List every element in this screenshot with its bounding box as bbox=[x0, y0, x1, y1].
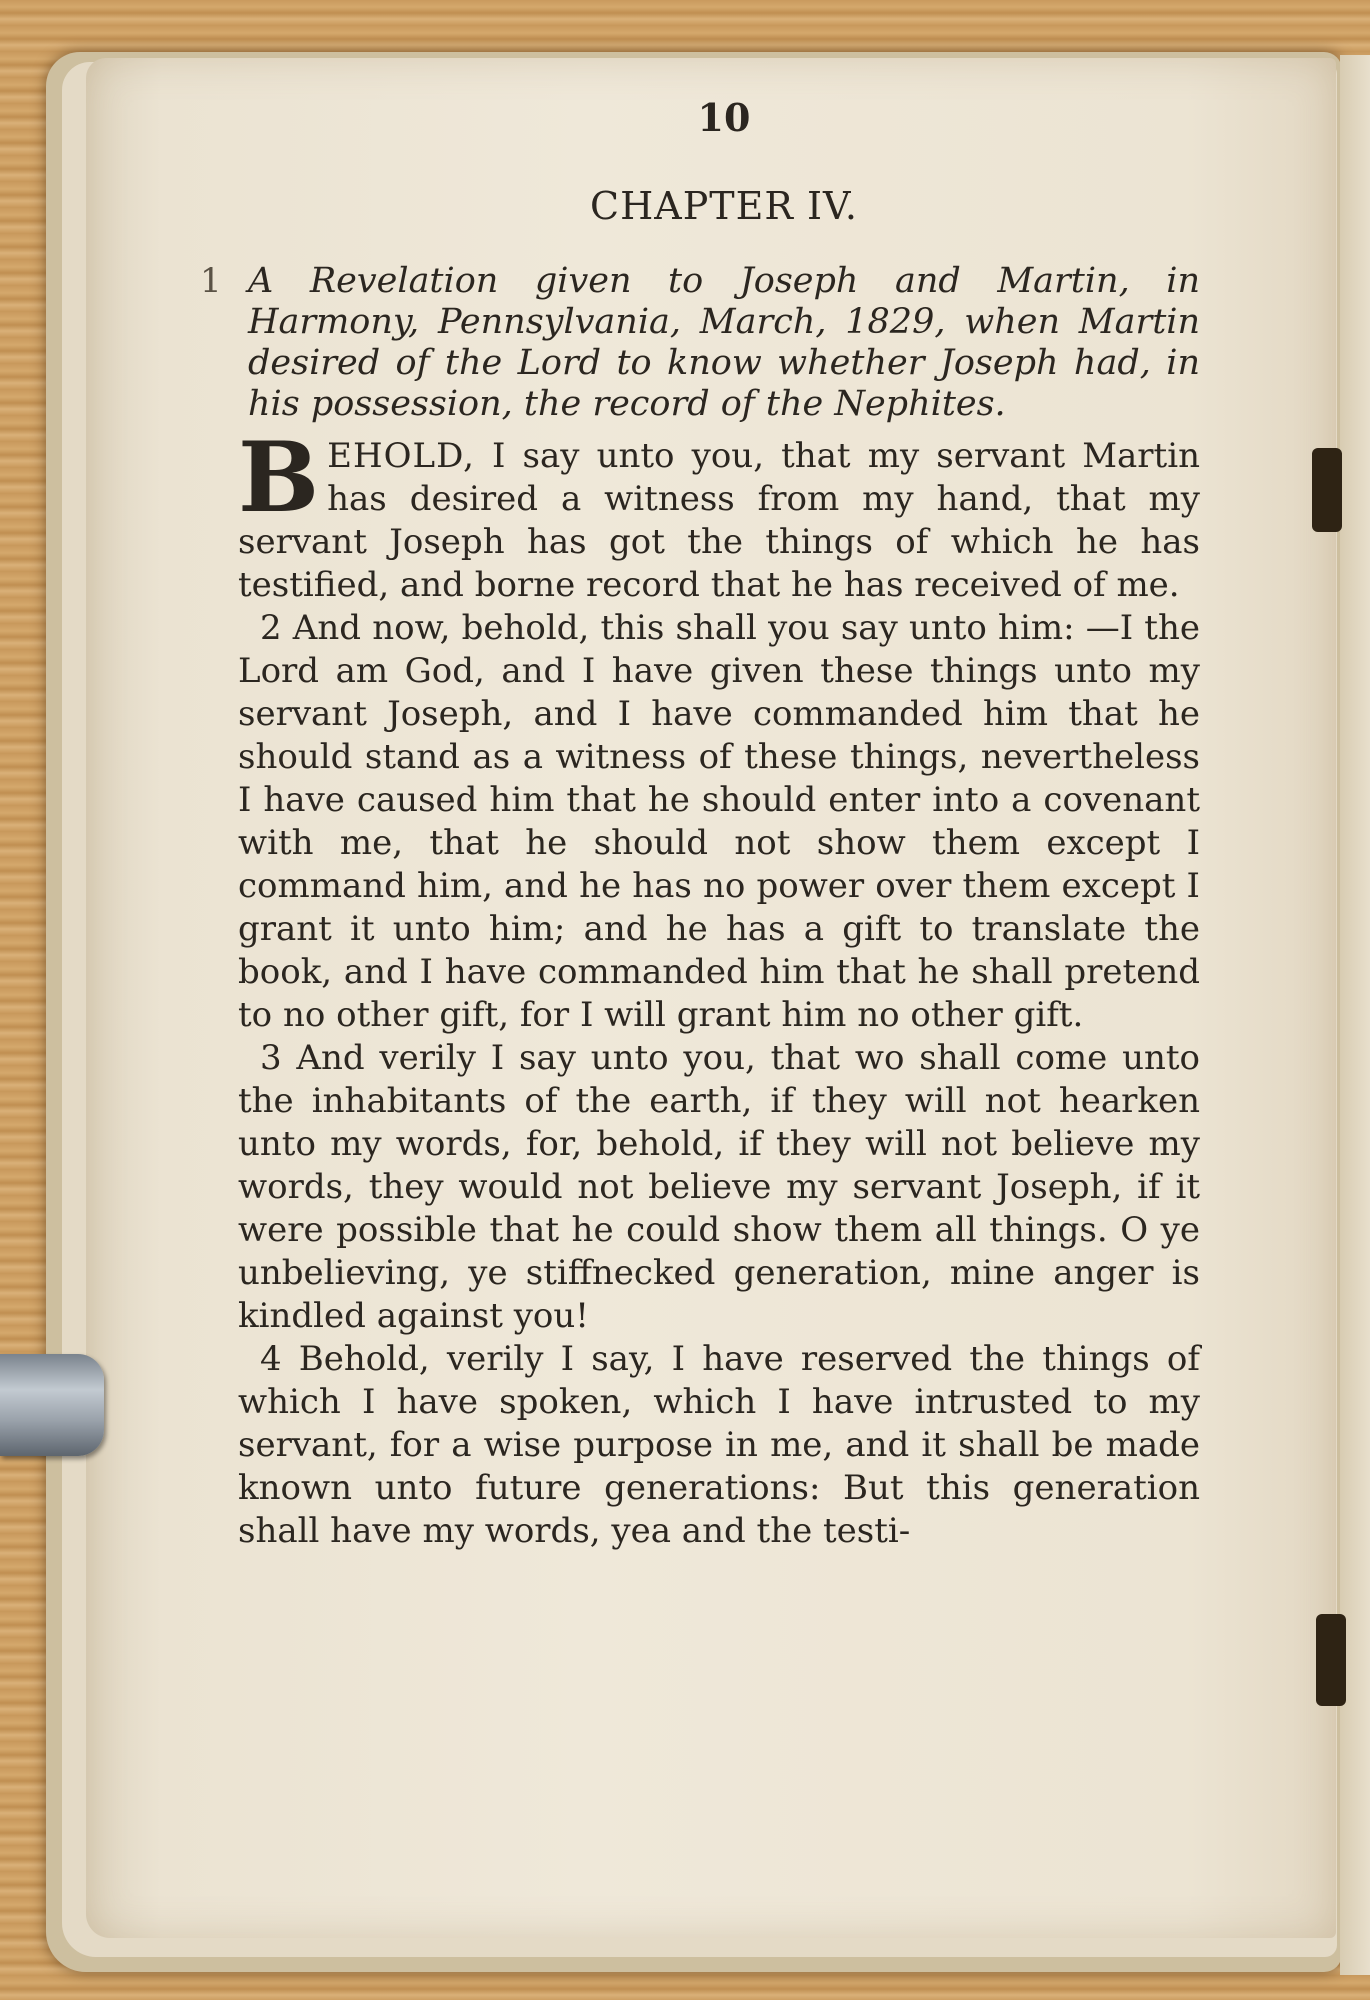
verse-text: I say unto you, that my servant Martin has desired a witness from my hand, that my servant Joseph has got the things of which he has testified, and borne record that he has received of me. bbox=[238, 436, 1200, 605]
binding-hole-icon bbox=[1316, 1614, 1346, 1706]
verse-4: 4 Behold, verily I say, I have reserved the things of which I have spoken, which I have intrusted to my servant, for a wise purpose in me, and it shall be made known unto future generations: But this generation shall have my words, yea and the testi- bbox=[238, 1339, 1200, 1551]
chapter-title: CHAPTER IV. bbox=[590, 184, 858, 228]
verse-2: 2 And now, behold, this shall you say unto him: —I the Lord am God, and I have given these things unto my servant Joseph, and I have commanded him that he should stand as a witness of these things, nevertheless I have caused him that he should enter into a covenant with me, that he should not show them except I command him, and he has no power over them except I grant it unto him; and he has a gift to translate the book, and I have commanded him that he shall pretend to no other gift, for I will grant him no other gift. bbox=[238, 608, 1200, 1035]
binding-hole-icon bbox=[1312, 448, 1342, 532]
verse-3: 3 And verily I say unto you, that wo shall come unto the inhabitants of the earth, if they will not hearken unto my words, for, behold, if they will not believe my words, they would not believe my servant Joseph, if it were possible that he could show them all things. O ye unbelieving, ye stiffnecked generation, mine anger is kindled against you! bbox=[238, 1038, 1200, 1336]
chapter-summary bbox=[200, 261, 1200, 425]
page-number: 10 bbox=[697, 95, 751, 140]
chapter-summary-text: A Revelation given to Joseph and Martin, in Harmony, Pennsylvania, March, 1829, when Martin desired of the Lord to know whether Joseph had, in his possession, the record of the Nephites. bbox=[248, 261, 1200, 424]
page-content bbox=[200, 95, 1200, 1553]
drop-cap: B bbox=[238, 421, 320, 534]
metal-clip-icon bbox=[0, 1354, 104, 1456]
verse-1 bbox=[238, 421, 1200, 607]
verse-marker: 1 bbox=[200, 261, 222, 301]
verse-first-word: EHOLD, bbox=[327, 436, 475, 476]
verse-list bbox=[238, 421, 1200, 1553]
